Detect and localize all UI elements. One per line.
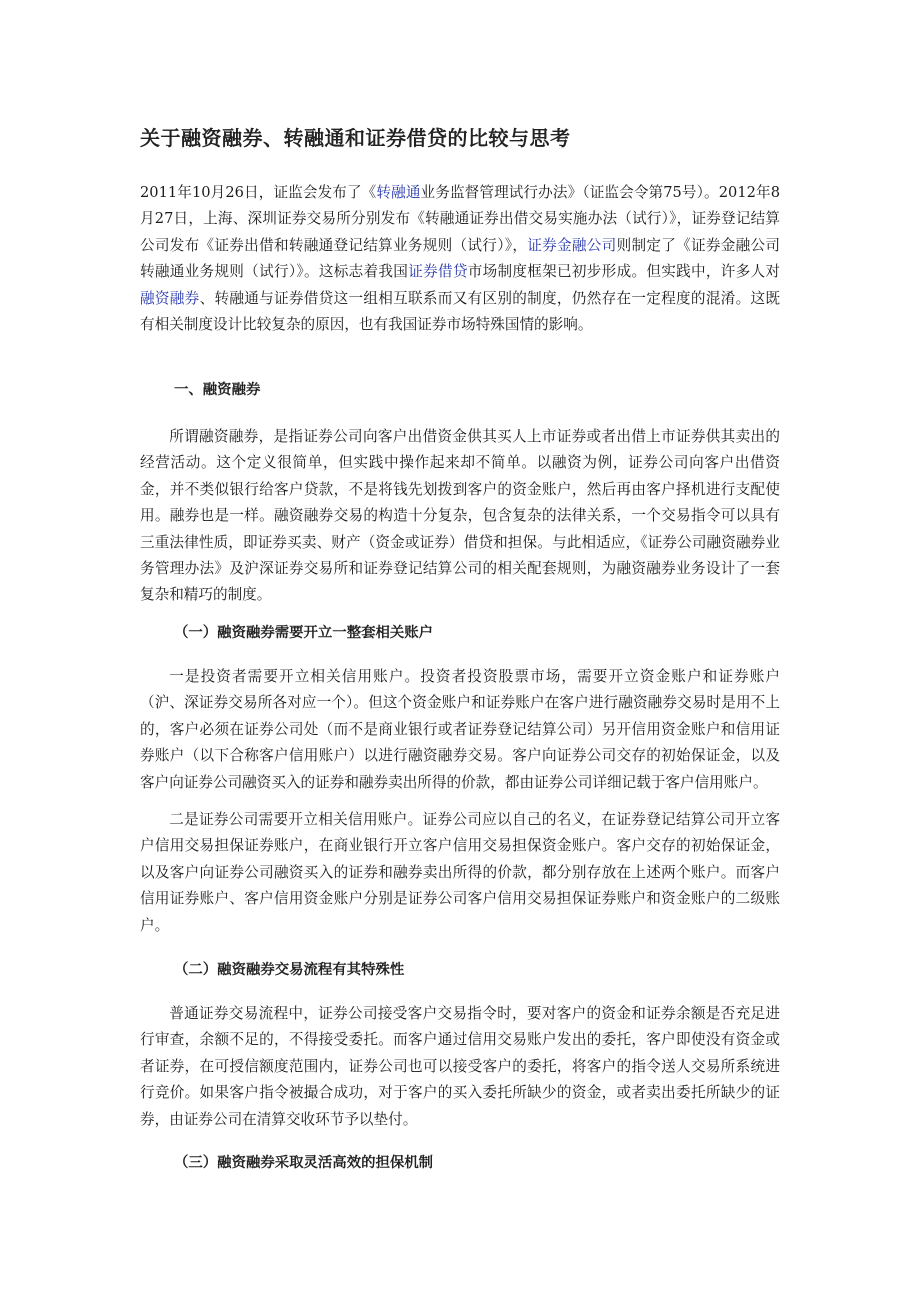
intro-text-4: 市场制度框架已初步形成。但实践中，许多人对	[467, 263, 780, 281]
sub1-paragraph-2: 二是证券公司需要开立相关信用账户。证券公司应以自己的名义，在证券登记结算公司开立客户信用交易担保证券账户，在商业银行开立客户信用交易担保资金账户。客户交存的初始保证金，以及客户向证券公司融资买入的证券和融券卖出所得的价款，都分别存放在上述两个账户。而客户信用证券账户、客户信用资金账户分别是证券公司客户信用交易担保证券账户和资金账户的二级账户。	[140, 811, 780, 934]
link-margin-trading[interactable]: 融资融券	[140, 289, 200, 307]
section-heading-margin-trading: 一、融资融券	[174, 382, 261, 398]
intro-text-5: 、转融通与证券借贷这一组相互联系而又有区别的制度，仍然存在一定程度的混淆。这既有相关制度设计比较复杂的原因，也有我国证券市场特殊国情的影响。	[140, 289, 780, 334]
link-zhuanrongtong[interactable]: 转融通	[376, 184, 421, 201]
subsection-heading-process: （二）融资融券交易流程有其特殊性	[174, 962, 405, 978]
intro-text-2: 业务监督管理试行办法》（证监会令第75号）。2012年8月27日，上海、深圳证券交易所分别发布《转融通证券出借交易实施办法（试行）》，证券登记结算公司发布《证券出借和转融通登记结算业务规则（试行）》，	[140, 184, 780, 254]
intro-text-3: 则制定了《证券金融公司转融通业务规则（试行）》。这标志着我国	[140, 236, 780, 281]
subsection-heading-accounts: （一）融资融券需要开立一整套相关账户	[174, 625, 434, 641]
intro-text-1: 2011年10月26日，证监会发布了《	[140, 184, 377, 201]
page-title: 关于融资融券、转融通和证券借贷的比较与思考	[140, 126, 571, 150]
sub2-paragraph: 普通证券交易流程中，证券公司接受客户交易指令时，要对客户的资金和证券余额是否充足进行审查，余额不足的，不得接受委托。而客户通过信用交易账户发出的委托，客户即使没有资金或者证券，在可授信额度范围内，证券公司也可以接受客户的委托，将客户的指令送人交易所系统进行竞价。如果客户指令被撮合成功，对于客户的买入委托所缺少的资金，或者卖出委托所缺少的证券，由证券公司在清算交收环节予以垫付。	[140, 1005, 780, 1128]
intro-paragraph	[140, 180, 780, 338]
sub1-paragraph-1: 一是投资者需要开立相关信用账户。投资者投资股票市场，需要开立资金账户和证券账户（沪、深证券交易所各对应一个）。但这个资金账户和证券账户在客户进行融资融券交易时是用不上的，客户必须在证券公司处（而不是商业银行或者证券登记结算公司）另开信用资金账户和信用证券账户（以下合称客户信用账户）以进行融资融券交易。客户向证券公司交存的初始保证金，以及客户向证券公司融资买入的证券和融券卖出所得的价款，都由证券公司详细记载于客户信用账户。	[140, 668, 780, 791]
link-securities-lending[interactable]: 证券借贷	[408, 263, 468, 281]
section1-paragraph: 所谓融资融券，是指证券公司向客户出借资金供其买人上市证券或者出借上市证券供其卖出的经营活动。这个定义很简单，但实践中操作起来却不简单。以融资为例，证券公司向客户出借资金，并不类似银行给客户贷款，不是将钱先划拨到客户的资金账户，然后再由客户择机进行支配使用。融券也是一样。融资融券交易的构造十分复杂，包含复杂的法律关系，一个交易指令可以具有三重法律性质，即证券买卖、财产（资金或证券）借贷和担保。与此相适应，《证券公司融资融券业务管理办法》及沪深证券交易所和证券登记结算公司的相关配套规则，为融资融券业务设计了一套复杂和精巧的制度。	[140, 428, 780, 604]
link-securities-finance-company[interactable]: 证券金融公司	[527, 236, 617, 254]
subsection-heading-guarantee: （三）融资融券采取灵活高效的担保机制	[174, 1155, 434, 1171]
